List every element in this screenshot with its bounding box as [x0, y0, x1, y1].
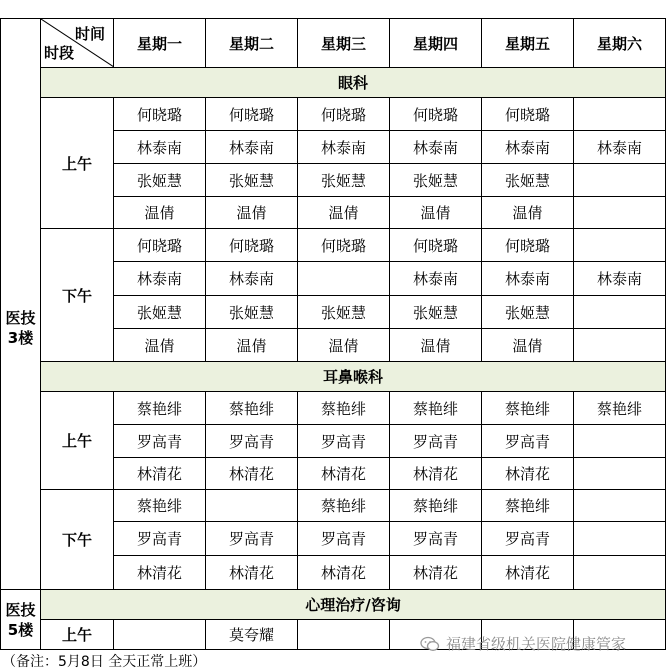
- doctor-cell: 林泰南: [574, 131, 666, 164]
- doctor-cell: [574, 556, 666, 590]
- doctor-cell: 林清花: [390, 556, 482, 590]
- doctor-cell: 何晓璐: [298, 98, 390, 131]
- doctor-cell: 温倩: [298, 329, 390, 362]
- doctor-cell: [298, 262, 390, 296]
- wechat-icon: [420, 636, 440, 652]
- doctor-cell: 林清花: [390, 458, 482, 490]
- doctor-cell: 何晓璐: [482, 98, 574, 131]
- doctor-cell: [574, 229, 666, 262]
- doctor-cell: 温倩: [206, 329, 298, 362]
- doctor-cell: 林清花: [114, 556, 206, 590]
- doctor-cell: 温倩: [114, 197, 206, 229]
- doctor-cell: 林泰南: [114, 262, 206, 296]
- doctor-cell: 罗高青: [482, 425, 574, 458]
- doctor-cell: 何晓璐: [206, 229, 298, 262]
- time-period-label: 上午: [41, 620, 114, 650]
- watermark-text: 福建省级机关医院健康管家: [446, 635, 627, 653]
- day-header: 星期六: [574, 19, 666, 68]
- doctor-cell: [574, 425, 666, 458]
- table-row: [1, 98, 666, 131]
- doctor-cell: [574, 296, 666, 329]
- doctor-cell: 蔡艳绯: [298, 392, 390, 425]
- doctor-cell: 何晓璐: [298, 229, 390, 262]
- doctor-cell: 蔡艳绯: [206, 392, 298, 425]
- schedule-table: [0, 18, 666, 650]
- building-header-cell: [1, 19, 41, 68]
- day-header: 星期四: [390, 19, 482, 68]
- doctor-cell: 林泰南: [206, 262, 298, 296]
- doctor-cell: 林清花: [206, 556, 298, 590]
- doctor-cell: 林泰南: [574, 262, 666, 296]
- doctor-cell: [298, 620, 390, 650]
- doctor-cell: 何晓璐: [114, 98, 206, 131]
- doctor-cell: 何晓璐: [482, 229, 574, 262]
- doctor-cell: 蔡艳绯: [298, 490, 390, 522]
- doctor-cell: 张姬慧: [298, 296, 390, 329]
- doctor-cell: 张姬慧: [390, 296, 482, 329]
- footnote: （备注：5月8日 全天正常上班）: [2, 654, 207, 670]
- section-title: 耳鼻喉科: [41, 362, 666, 392]
- time-period-label: 上午: [41, 98, 114, 229]
- doctor-cell: 林清花: [482, 458, 574, 490]
- doctor-cell: 林清花: [114, 458, 206, 490]
- doctor-cell: 林清花: [298, 458, 390, 490]
- doctor-cell: 蔡艳绯: [390, 490, 482, 522]
- doctor-cell: 温倩: [206, 197, 298, 229]
- time-period-label: 上午: [41, 392, 114, 490]
- doctor-cell: 张姬慧: [482, 296, 574, 329]
- corner-label-period: 时段: [44, 44, 75, 62]
- section-row: [1, 590, 666, 620]
- doctor-cell: [574, 164, 666, 197]
- doctor-cell: 林清花: [482, 556, 574, 590]
- section-row: [1, 68, 666, 98]
- corner-label-time: 时间: [74, 25, 105, 43]
- corner-cell: [41, 19, 114, 68]
- day-header: 星期三: [298, 19, 390, 68]
- doctor-cell: 蔡艳绯: [482, 490, 574, 522]
- doctor-cell: 林清花: [298, 556, 390, 590]
- doctor-cell: 罗高青: [114, 522, 206, 556]
- doctor-cell: [574, 329, 666, 362]
- doctor-cell: 温倩: [298, 197, 390, 229]
- doctor-cell: 罗高青: [390, 522, 482, 556]
- section-title: 心理治疗/咨询: [41, 590, 666, 620]
- doctor-cell: [574, 197, 666, 229]
- time-period-label: 下午: [41, 229, 114, 362]
- doctor-cell: 林泰南: [298, 131, 390, 164]
- doctor-cell: 林泰南: [114, 131, 206, 164]
- table-row: [1, 392, 666, 425]
- day-header: 星期五: [482, 19, 574, 68]
- doctor-cell: 温倩: [390, 329, 482, 362]
- doctor-cell: 张姬慧: [298, 164, 390, 197]
- doctor-cell: 罗高青: [298, 522, 390, 556]
- doctor-cell: 何晓璐: [114, 229, 206, 262]
- doctor-cell: [574, 458, 666, 490]
- doctor-cell: 张姬慧: [206, 296, 298, 329]
- doctor-cell: 何晓璐: [390, 98, 482, 131]
- doctor-cell: 温倩: [482, 197, 574, 229]
- section-title: 眼科: [41, 68, 666, 98]
- doctor-cell: [574, 522, 666, 556]
- doctor-cell: 温倩: [114, 329, 206, 362]
- doctor-cell: 罗高青: [206, 425, 298, 458]
- doctor-cell: 张姬慧: [482, 164, 574, 197]
- doctor-cell: 张姬慧: [114, 296, 206, 329]
- doctor-cell: 罗高青: [114, 425, 206, 458]
- doctor-cell: [206, 490, 298, 522]
- doctor-cell: 温倩: [390, 197, 482, 229]
- table-row: [1, 229, 666, 262]
- watermark: [420, 633, 626, 654]
- doctor-cell: 林泰南: [482, 262, 574, 296]
- doctor-cell: 罗高青: [482, 522, 574, 556]
- doctor-cell: 罗高青: [390, 425, 482, 458]
- doctor-cell: 林清花: [206, 458, 298, 490]
- doctor-cell: [114, 620, 206, 650]
- day-header: 星期二: [206, 19, 298, 68]
- doctor-cell: 张姬慧: [114, 164, 206, 197]
- doctor-cell: 何晓璐: [390, 229, 482, 262]
- doctor-cell: 林泰南: [482, 131, 574, 164]
- time-period-label: 下午: [41, 490, 114, 590]
- doctor-cell: 张姬慧: [390, 164, 482, 197]
- doctor-cell: 何晓璐: [206, 98, 298, 131]
- section-row: [1, 362, 666, 392]
- doctor-cell: 蔡艳绯: [114, 392, 206, 425]
- doctor-cell: [574, 490, 666, 522]
- doctor-cell: 林泰南: [390, 131, 482, 164]
- doctor-cell: 蔡艳绯: [114, 490, 206, 522]
- doctor-cell: 林泰南: [206, 131, 298, 164]
- header-row: [1, 19, 666, 68]
- table-row: [1, 490, 666, 522]
- doctor-cell: 罗高青: [298, 425, 390, 458]
- doctor-cell: [574, 98, 666, 131]
- doctor-cell: 温倩: [482, 329, 574, 362]
- building-label: 医技3楼: [1, 68, 41, 590]
- doctor-cell: 罗高青: [206, 522, 298, 556]
- day-header: 星期一: [114, 19, 206, 68]
- doctor-cell: 张姬慧: [206, 164, 298, 197]
- doctor-cell: 林泰南: [390, 262, 482, 296]
- doctor-cell: 蔡艳绯: [390, 392, 482, 425]
- building-label: 医技5楼: [1, 590, 41, 650]
- doctor-cell: 莫夸耀: [206, 620, 298, 650]
- doctor-cell: 蔡艳绯: [482, 392, 574, 425]
- doctor-cell: 蔡艳绯: [574, 392, 666, 425]
